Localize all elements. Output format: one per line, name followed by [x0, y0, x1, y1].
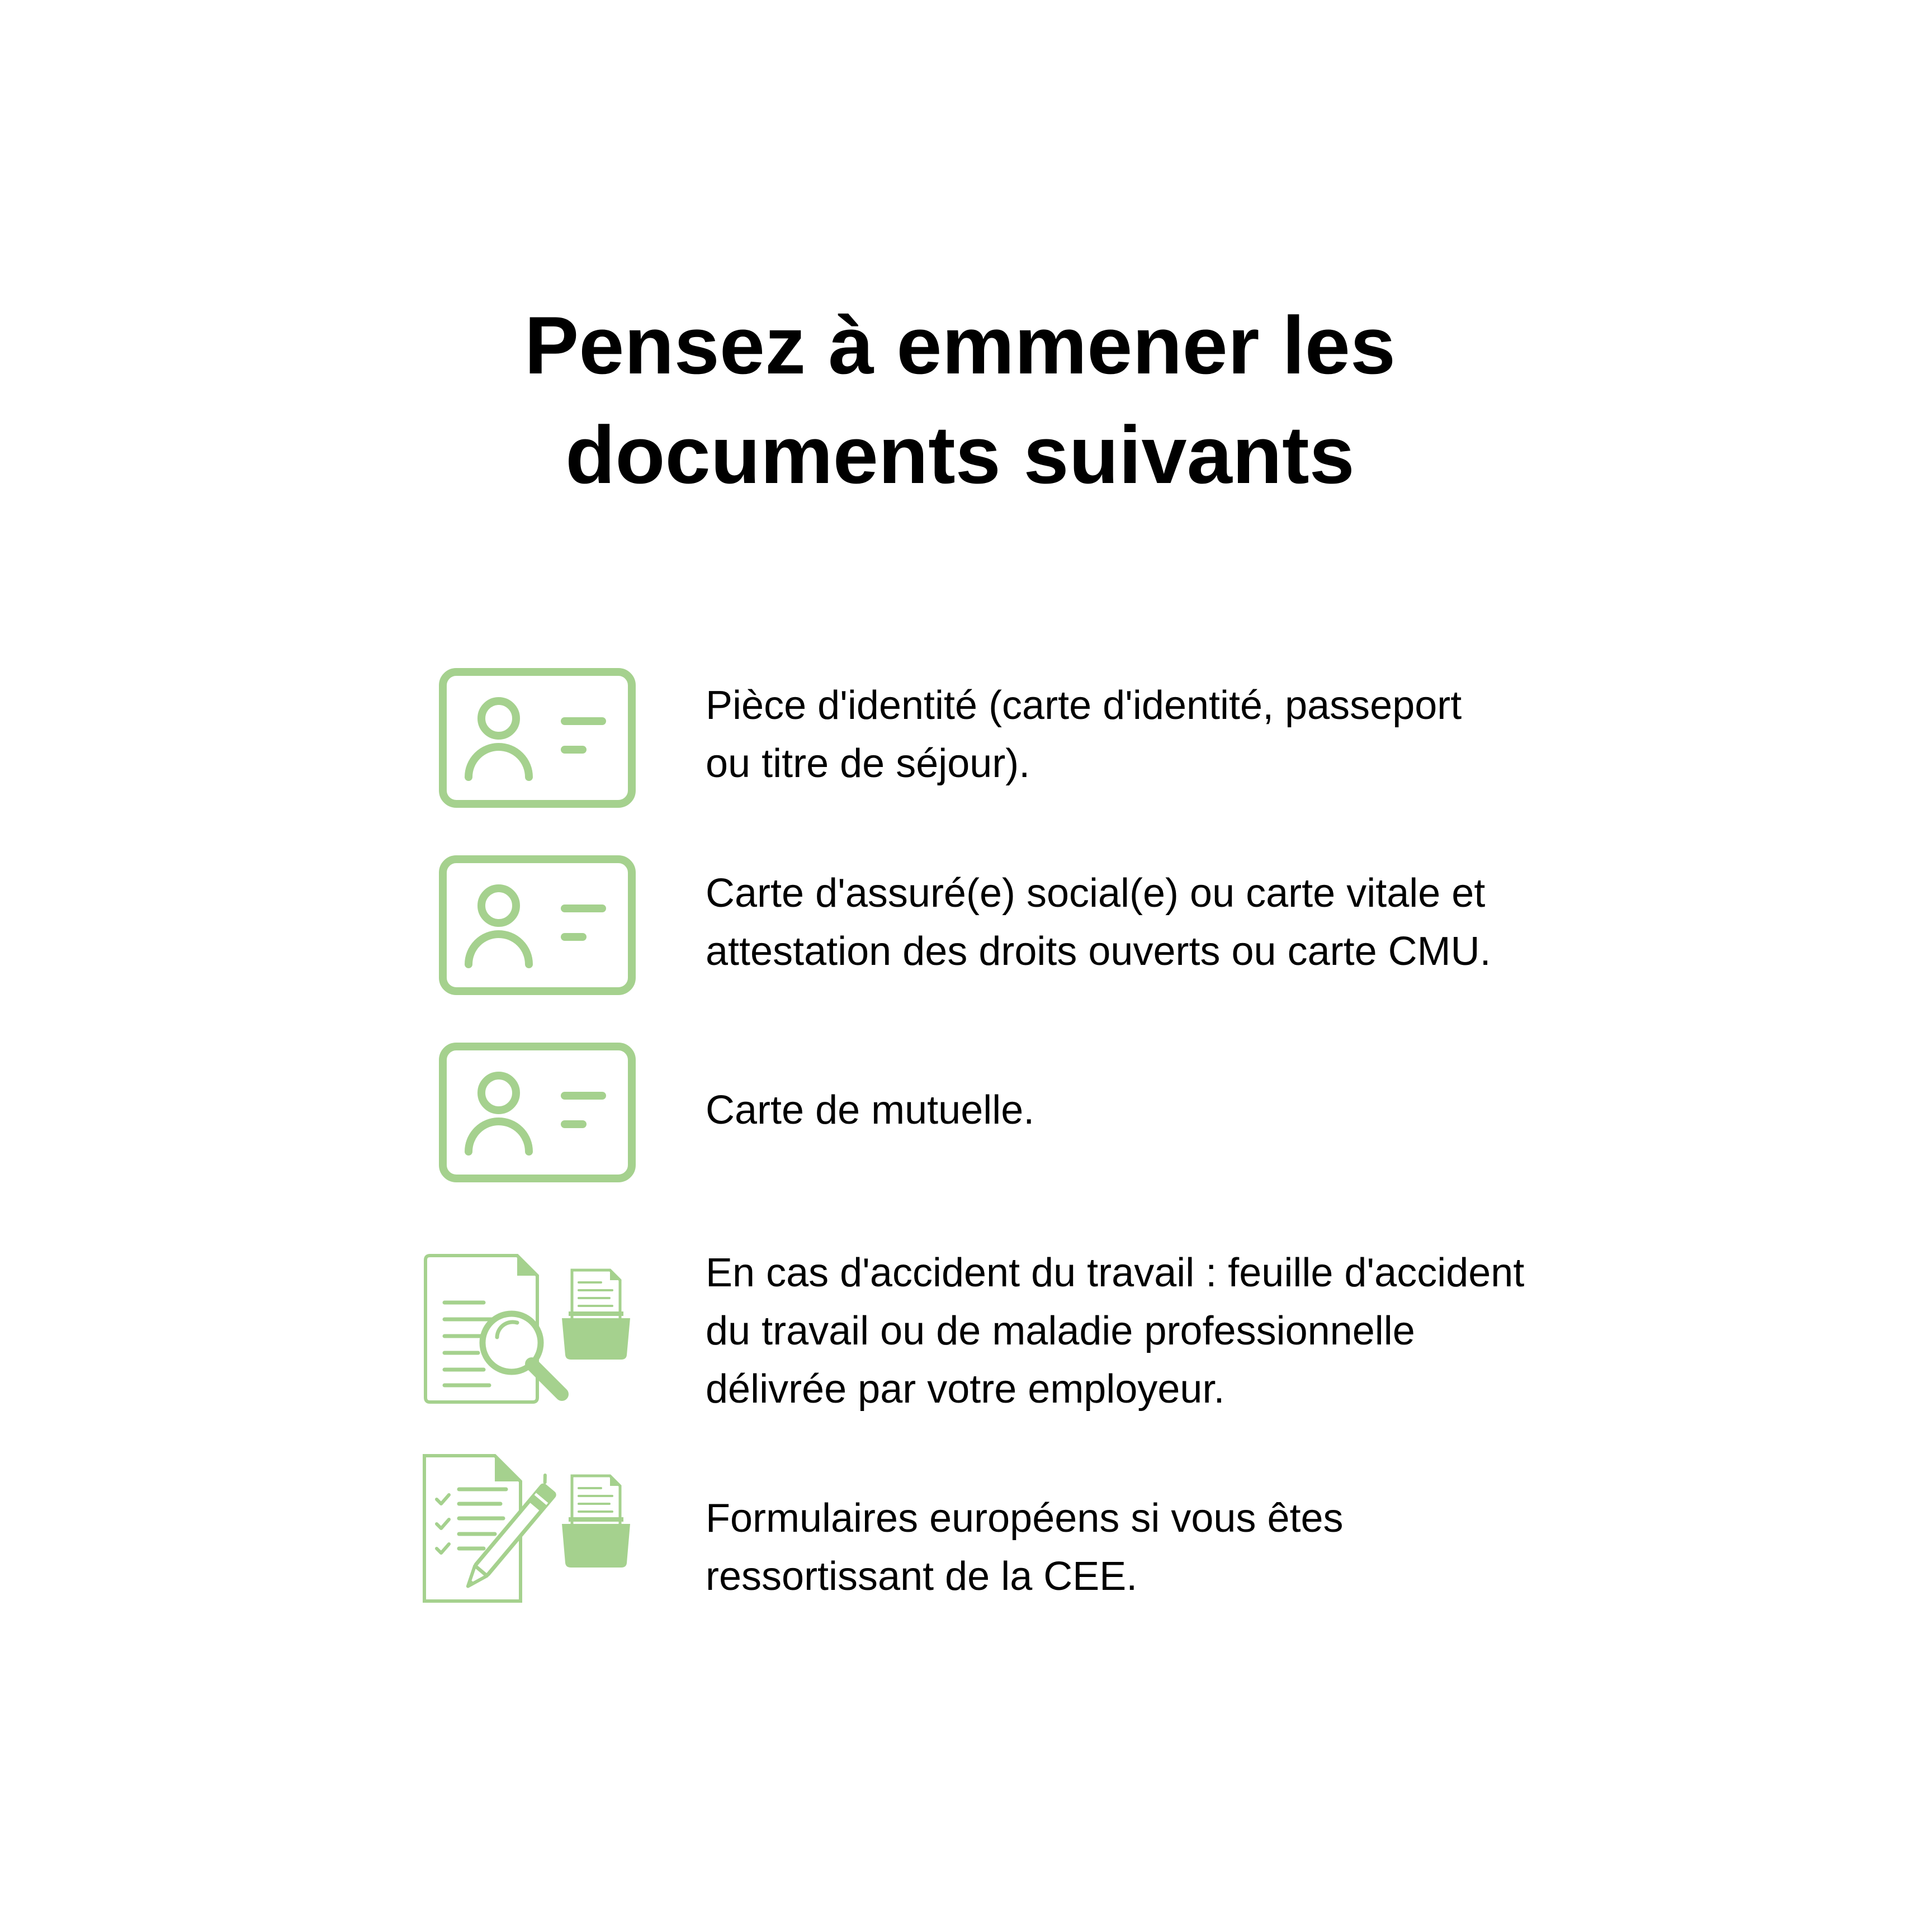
id-card-icon: [439, 855, 636, 995]
list-item-3: [706, 1081, 1768, 1139]
id-card-icon: [439, 1043, 636, 1182]
list-item-1: [706, 676, 1768, 793]
checklist-pen-folder-icon: [422, 1453, 657, 1604]
list-item-4-line-2: du travail ou de maladie professionnelle: [706, 1309, 1415, 1353]
list-item-4: [706, 1244, 1768, 1418]
list-item-3-line-1: Carte de mutuelle.: [706, 1088, 1035, 1133]
list-item-4-line-3: délivrée par votre employeur.: [706, 1367, 1225, 1412]
list-item-5-line-1: Formulaires européens si vous êtes: [706, 1496, 1344, 1541]
page-title: [0, 291, 1920, 510]
list-item-4-line-1: En cas d'accident du travail : feuille d'accident: [706, 1251, 1525, 1295]
page-title-line-2: documents suivants: [565, 409, 1355, 500]
id-card-icon: [439, 668, 636, 808]
list-item-2-line-2: attestation des droits ouverts ou carte CMU.: [706, 929, 1491, 974]
document-search-folder-icon: [422, 1253, 657, 1407]
list-item-5: [706, 1489, 1768, 1606]
list-item-2-line-1: Carte d'assuré(e) social(e) ou carte vitale et: [706, 871, 1486, 916]
list-item-5-line-2: ressortissant de la CEE.: [706, 1554, 1138, 1599]
list-item-1-line-1: Pièce d'identité (carte d'identité, passeport: [706, 683, 1462, 728]
page-title-line-1: Pensez à emmener les: [524, 300, 1396, 391]
list-item-2: [706, 864, 1768, 981]
list-item-1-line-2: ou titre de séjour).: [706, 741, 1030, 786]
